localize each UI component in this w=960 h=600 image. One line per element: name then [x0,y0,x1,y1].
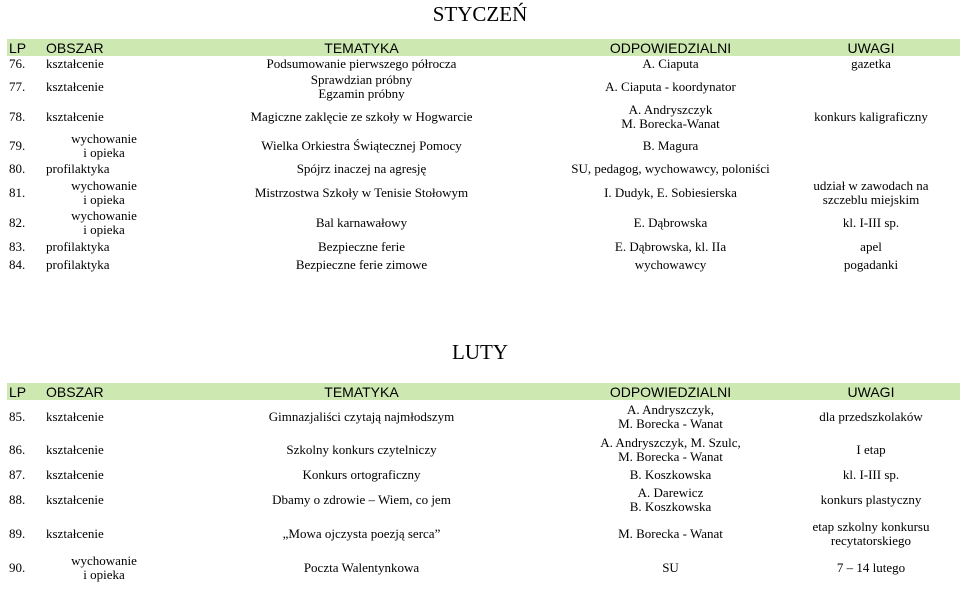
cell-obszar: kształcenie [46,79,104,94]
cell-lp: 79. [9,138,26,153]
cell-odpowiedzialni: B. Magura [642,138,699,153]
cell-obszar: wychowanie i opieka [71,132,137,160]
cell-lp: 81. [9,185,26,200]
cell-tematyka: Spójrz inaczej na agresję [164,160,559,178]
cell-odpowiedzialni: E. Dąbrowska [559,208,782,238]
cell-uwagi: kl. I-III sp. [782,466,960,483]
header-uwagi: UWAGI [782,39,960,56]
table-row [7,517,960,551]
cell-lp: 88. [9,492,26,507]
cell-uwagi: etap szkolny konkursu recytatorskiego [782,517,960,551]
header-tematyka: TEMATYKA [164,383,559,400]
cell-uwagi: konkurs kaligraficzny [782,102,960,132]
table-row [7,56,960,72]
cell-tematyka: Konkurs ortograficzny [164,466,559,483]
cell-uwagi [782,132,960,160]
cell-tematyka: Wielka Orkiestra Świątecznej Pomocy [261,138,462,153]
cell-uwagi: 7 – 14 lutego [836,560,906,575]
cell-tematyka: Sprawdzian próbny Egzamin próbny [310,72,413,101]
cell-lp: 78. [7,102,44,132]
cell-uwagi: dla przedszkolaków [782,400,960,434]
cell-lp: 76. [7,56,44,72]
cell-lp: 83. [9,239,26,254]
cell-uwagi [782,160,960,178]
cell-tematyka: Dbamy o zdrowie – Wiem, co jem [272,492,451,507]
cell-lp: 86. [9,442,26,457]
table-row [7,466,960,483]
cell-tematyka: Podsumowanie pierwszego półrocza [164,56,559,72]
cell-lp: 80. [7,160,44,178]
cell-odpowiedzialni: B. Koszkowska [559,466,782,483]
table-row [7,238,960,256]
table-row [7,132,960,160]
cell-obszar: kształcenie [46,492,104,507]
schedule-table-styczen [7,39,960,274]
cell-obszar: kształcenie [46,442,104,457]
cell-tematyka: Poczta Walentynkowa [303,560,420,575]
table-row [7,178,960,208]
schedule-table-luty [7,383,960,585]
cell-obszar: kształcenie [44,517,164,551]
cell-uwagi: apel [860,239,882,254]
cell-lp: 82. [7,208,44,238]
cell-obszar: profilaktyka [44,256,164,274]
cell-tematyka: Magiczne zaklęcie ze szkoły w Hogwarcie [164,102,559,132]
cell-lp: 77. [9,79,26,94]
cell-odpowiedzialni: E. Dąbrowska, kl. IIa [614,239,727,254]
cell-odpowiedzialni: A. Ciaputa [559,56,782,72]
cell-uwagi: pogadanki [782,256,960,274]
table-row [7,434,960,466]
cell-obszar: kształcenie [44,102,164,132]
cell-uwagi: konkurs plastyczny [820,492,922,507]
cell-tematyka: Mistrzostwa Szkoły w Tenisie Stołowym [254,185,469,200]
table-row [7,256,960,274]
cell-odpowiedzialni: A. Andryszczyk, M. Szulc, M. Borecka - Wanat [600,435,741,464]
cell-tematyka: Bal karnawałowy [164,208,559,238]
cell-odpowiedzialni: wychowawcy [559,256,782,274]
cell-tematyka: Bezpieczne ferie zimowe [164,256,559,274]
header-lp: LP [7,383,44,400]
table-header-row [7,383,960,400]
cell-odpowiedzialni: SU [662,560,679,575]
cell-uwagi [782,72,960,102]
cell-obszar: wychowanie i opieka [71,178,137,207]
cell-tematyka: „Mowa ojczysta poezją serca” [164,517,559,551]
cell-lp: 89. [7,517,44,551]
table-row [7,400,960,434]
cell-obszar: profilaktyka [46,239,110,254]
header-odpowiedzialni: ODPOWIEDZIALNI [559,39,782,56]
header-lp: LP [7,39,44,56]
header-tematyka: TEMATYKA [164,39,559,56]
table-row [7,102,960,132]
cell-odpowiedzialni: M. Borecka - Wanat [559,517,782,551]
cell-odpowiedzialni: A. Darewicz B. Koszkowska [629,485,712,514]
cell-uwagi: udział w zawodach na szczeblu miejskim [813,178,929,207]
cell-lp: 90. [9,560,26,575]
cell-tematyka: Gimnazjaliści czytają najmłodszym [164,400,559,434]
cell-uwagi: gazetka [782,56,960,72]
cell-odpowiedzialni: A. Andryszczyk, M. Borecka - Wanat [559,400,782,434]
cell-odpowiedzialni: A. Ciaputa - koordynator [605,79,736,94]
cell-obszar: kształcenie [44,400,164,434]
header-odpowiedzialni: ODPOWIEDZIALNI [559,383,782,400]
header-obszar: OBSZAR [44,39,164,56]
cell-odpowiedzialni: A. Andryszczyk M. Borecka-Wanat [559,102,782,132]
cell-lp: 84. [7,256,44,274]
cell-uwagi: kl. I-III sp. [782,208,960,238]
cell-obszar: wychowanie i opieka [71,553,137,582]
table-row [7,160,960,178]
cell-lp: 85. [7,400,44,434]
table-row [7,72,960,102]
cell-odpowiedzialni: I. Dudyk, E. Sobiesierska [604,185,737,200]
table-row [7,551,960,585]
table-row [7,208,960,238]
header-uwagi: UWAGI [782,383,960,400]
section-title-styczen: STYCZEŃ [432,2,528,26]
table-header-row [7,39,960,56]
cell-obszar: profilaktyka [44,160,164,178]
cell-lp: 87. [7,466,44,483]
table-row [7,483,960,517]
cell-obszar: kształcenie [44,466,164,483]
cell-obszar: kształcenie [44,56,164,72]
cell-odpowiedzialni: SU, pedagog, wychowawcy, poloniści [559,160,782,178]
cell-uwagi: I etap [856,442,886,457]
cell-tematyka: Szkolny konkurs czytelniczy [286,442,437,457]
section-title-luty: LUTY [452,340,508,364]
cell-tematyka: Bezpieczne ferie [318,239,405,254]
header-obszar: OBSZAR [44,383,164,400]
cell-obszar: wychowanie i opieka [44,208,164,238]
